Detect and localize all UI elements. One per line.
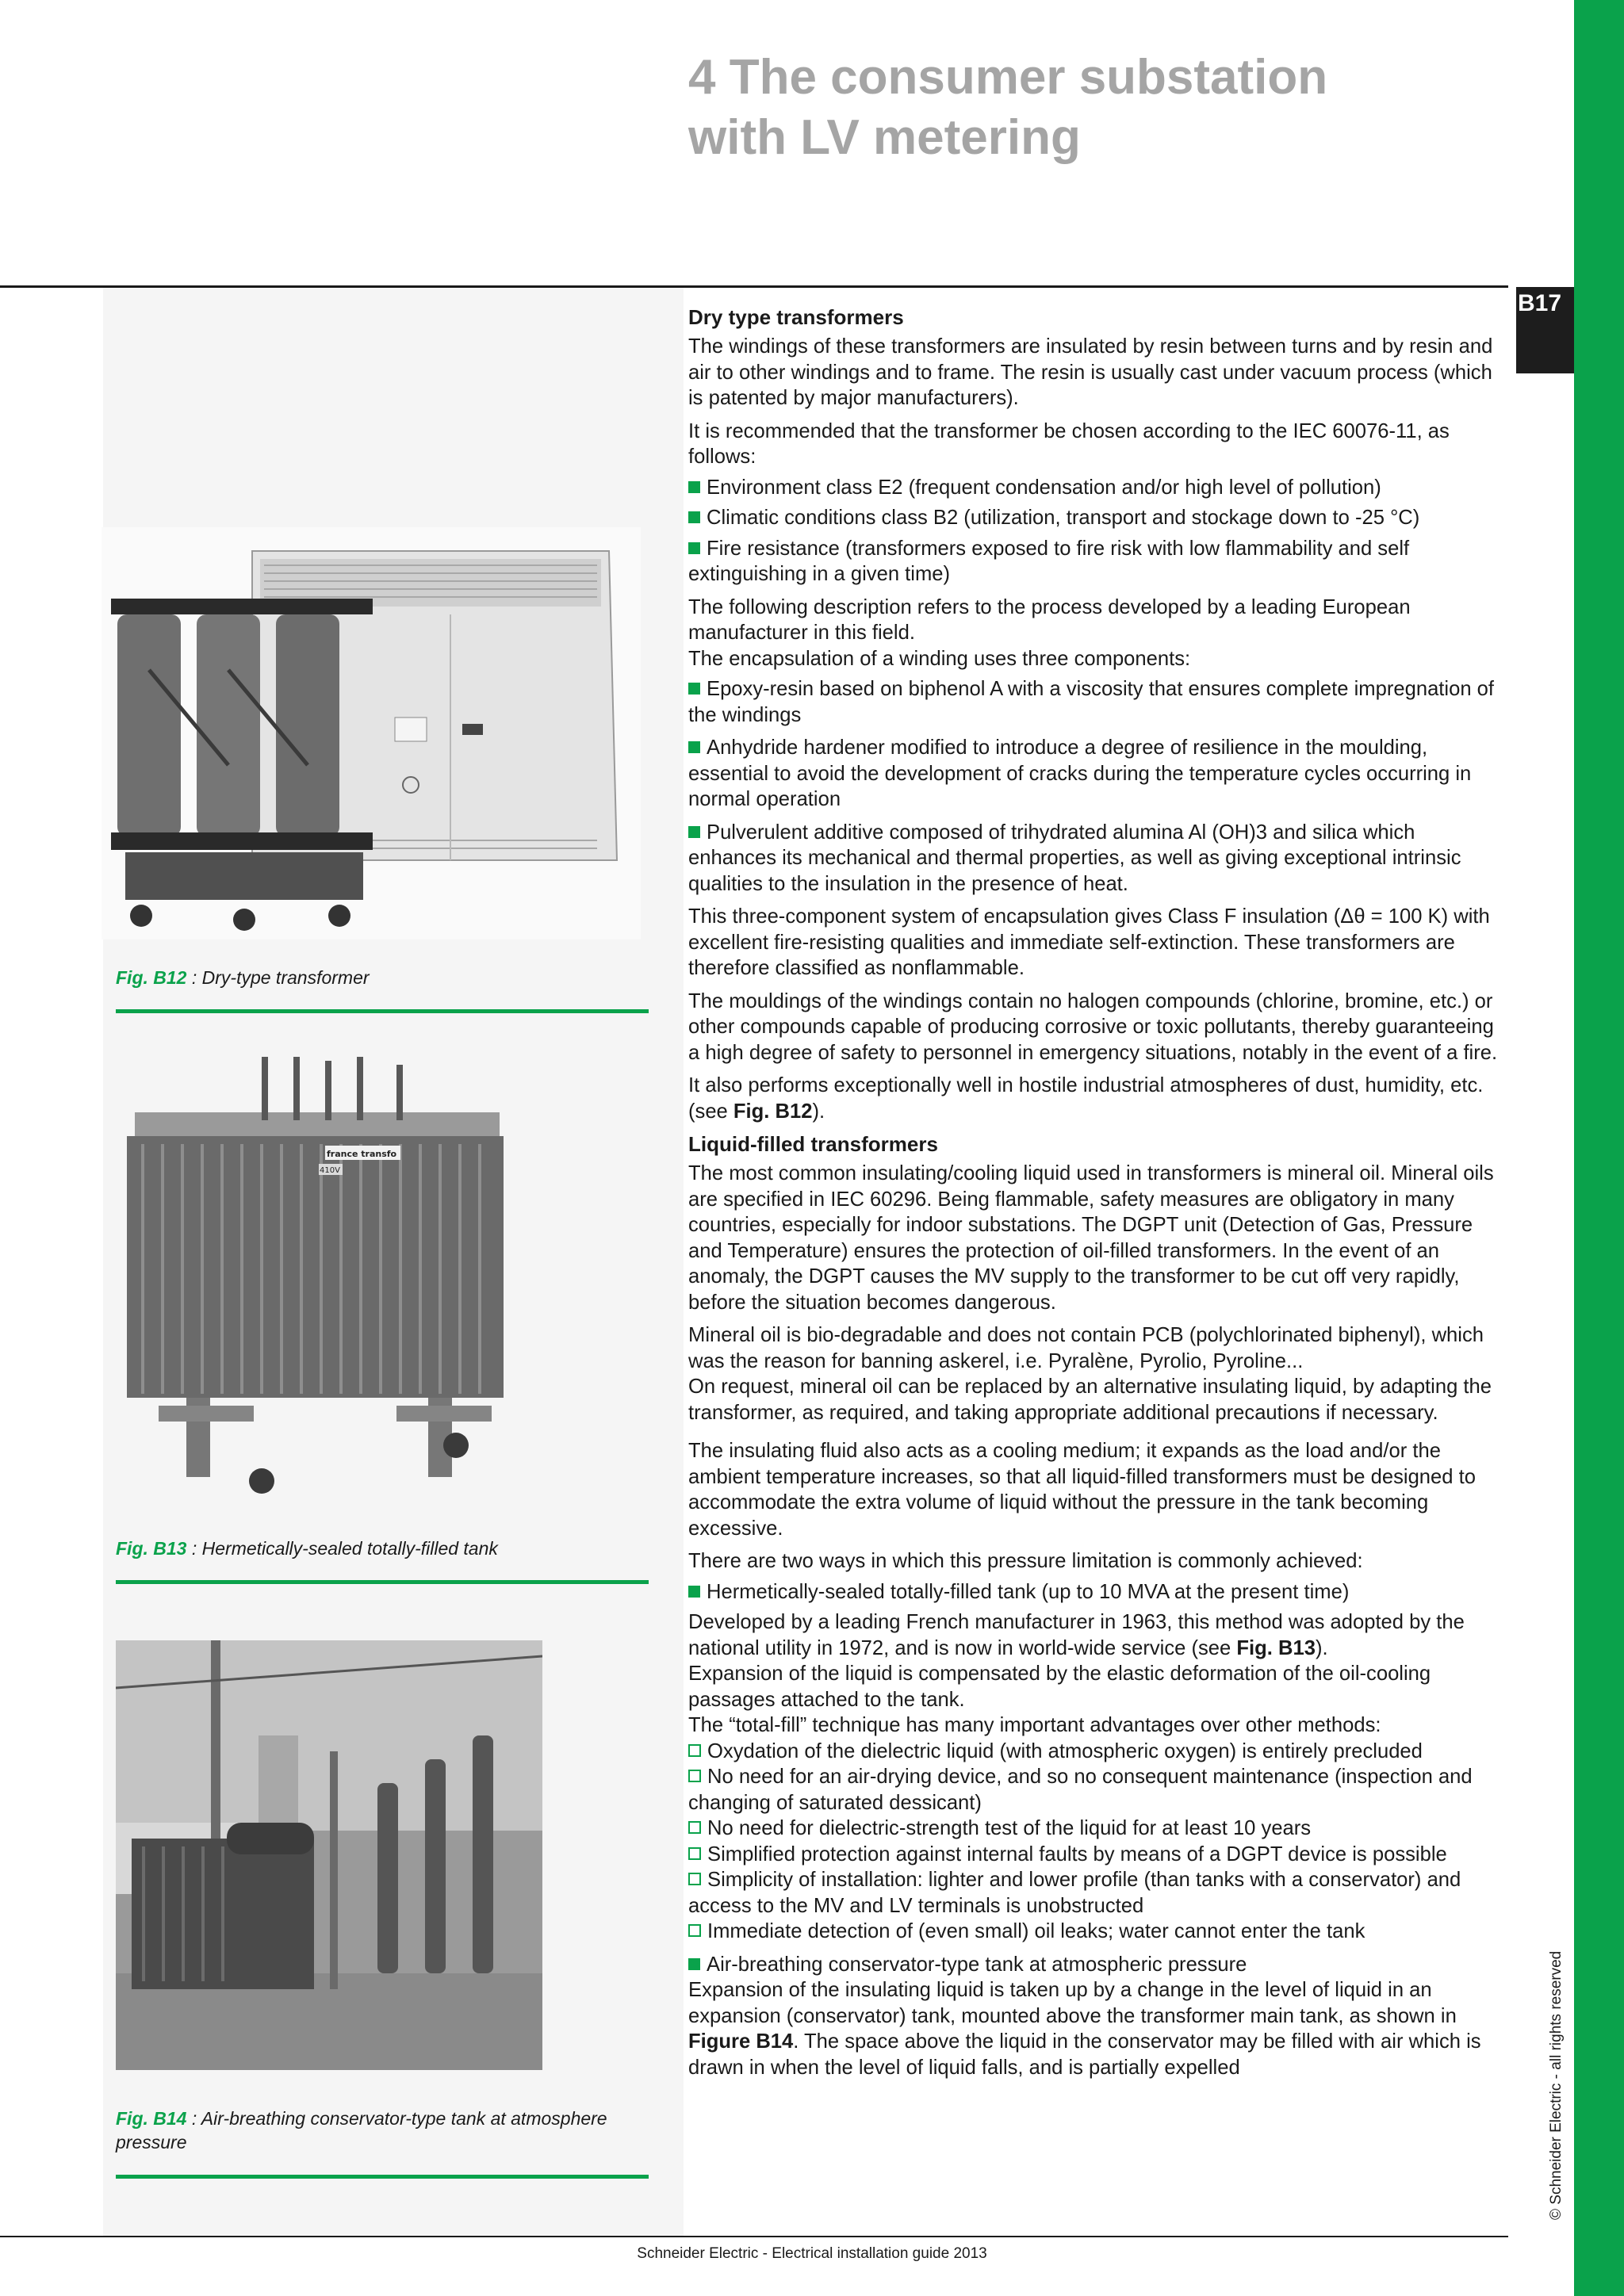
bullet-item: Pulverulent additive composed of trihydrated alumina Al (OH)3 and silica which enhances its mechanical and thermal properties, as well as giving exceptional intrinsic qualities to the insulation in the presence of heat. xyxy=(688,820,1505,897)
sub-bullet-item: No need for dielectric-strength test of the liquid for at least 10 years xyxy=(688,1816,1505,1842)
bullet-item: Anhydride hardener modified to introduce a degree of resilience in the moulding, essential to avoid the development of cracks during the temperature cycles occurring in normal operation xyxy=(688,735,1505,813)
paragraph: The insulating fluid also acts as a cooling medium; it expands as the load and/or the ambient temperature increases, so that all liquid-filled transformers must be designed to accommodate the extra volume of liquid without the pressure in the tank becoming excessive. xyxy=(688,1440,1476,1540)
paragraph: Mineral oil is bio-degradable and does not contain PCB (polychlorinated biphenyl), which was the reason for banning askerel, i.e. Pyralène, Pyrolio, Pyroline... xyxy=(688,1324,1484,1372)
figure-separator xyxy=(116,1580,649,1584)
text-run: . The space above the liquid in the conservator may be filled with air which is drawn in when the level of liquid falls, and is partially expelled xyxy=(688,2030,1481,2079)
paragraph: This three-component system of encapsulation gives Class F insulation (Δθ = 100 K) with excellent fire-resisting qualities and immediate self-extinction. These transformers are therefore classified as nonflammable. xyxy=(688,905,1490,979)
paragraph: The following description refers to the process developed by a leading European manufacturer in this field. xyxy=(688,595,1411,644)
chapter-title-line1: 4 The consumer substation xyxy=(688,50,1328,105)
figure-number: Fig. B14 xyxy=(116,2108,187,2129)
brand-plate-label: france transfo xyxy=(327,1149,397,1159)
sub-bullet-item: Simplified protection against internal faults by means of a DGPT device is possible xyxy=(688,1842,1505,1868)
bullet-item: Air-breathing conservator-type tank at atmospheric pressure xyxy=(688,1952,1505,1978)
sub-bullet-item: Simplicity of installation: lighter and lower profile (than tanks with a conservator) and access to the MV and LV terminals is unobstructed xyxy=(688,1867,1505,1919)
paragraph xyxy=(688,1073,1505,1124)
sub-bullet-item: Oxydation of the dielectric liquid (with atmospheric oxygen) is entirely precluded xyxy=(688,1739,1505,1765)
paragraph: The most common insulating/cooling liquid used in transformers is mineral oil. Mineral oils are specified in IEC 60296. Being flammable, safety measures are obligatory in many countries, especially for indoor substations. The DGPT unit (Detection of Gas, Pressure and Temperature) ensures the protection of oil-filled transformers. In the event of an anomaly, the DGPT causes the MV supply to the transformer to be cut off very rapidly, before the situation becomes dangerous. xyxy=(688,1162,1494,1314)
figure-caption-text: : Hermetically-sealed totally-filled tank xyxy=(186,1538,498,1559)
bullet-item: Hermetically-sealed totally-filled tank (up to 10 MVA at the present time) xyxy=(688,1579,1505,1605)
paragraph: It is recommended that the transformer be chosen according to the IEC 60076-11, as follows: xyxy=(688,419,1450,468)
figure-caption-text: : Air-breathing conservator-type tank at atmosphere pressure xyxy=(116,2108,607,2152)
paragraph xyxy=(688,1609,1505,1661)
main-text xyxy=(688,304,1505,2080)
figure-b13-caption xyxy=(116,1536,639,1560)
figure-separator xyxy=(116,1009,649,1013)
figure-caption-text: : Dry-type transformer xyxy=(186,967,370,988)
sealed-tank-transformer-image xyxy=(111,1057,555,1501)
dry-type-transformer-image xyxy=(102,527,641,939)
text-run: Developed by a leading French manufacturer in 1963, this method was adopted by the national utility in 1972, and is now in world-wide service (see xyxy=(688,1611,1465,1659)
paragraph: The windings of these transformers are insulated by resin between turns and by resin and air to other windings and to frame. The resin is usually cast under vacuum process (which is patented by major manufacturers). xyxy=(688,335,1493,409)
paragraph: Expansion of the liquid is compensated by the elastic deformation of the oil-cooling passages attached to the tank. xyxy=(688,1663,1431,1711)
figure-number: Fig. B13 xyxy=(116,1538,187,1559)
text-run: Expansion of the insulating liquid is taken up by a change in the level of liquid in an expansion (conservator) tank, mounted above the transformer main tank, as shown in xyxy=(688,1979,1457,2027)
bullet-item: Climatic conditions class B2 (utilization, transport and stockage down to -25 °C) xyxy=(688,505,1505,531)
paragraph: The “total-fill” technique has many important advantages over other methods: xyxy=(688,1714,1381,1736)
sub-bullet-item: Immediate detection of (even small) oil leaks; water cannot enter the tank xyxy=(688,1919,1505,1945)
page-code-badge: B17 xyxy=(1516,287,1574,373)
bullet-item: Environment class E2 (frequent condensation and/or high level of pollution) xyxy=(688,475,1505,501)
figure-reference: Fig. B13 xyxy=(1236,1636,1316,1659)
bullet-item: Fire resistance (transformers exposed to fire risk with low flammability and self extinguishing in a given time) xyxy=(688,536,1505,587)
paragraph xyxy=(688,1977,1505,2080)
bullet-item: Epoxy-resin based on biphenol A with a viscosity that ensures complete impregnation of the windings xyxy=(688,676,1505,728)
text-run: It also performs exceptionally well in hostile industrial atmospheres of dust, humidity, etc. (see xyxy=(688,1074,1484,1123)
figure-number: Fig. B12 xyxy=(116,967,187,988)
figure-reference: Figure B14 xyxy=(688,2030,794,2053)
paragraph: The mouldings of the windings contain no halogen compounds (chlorine, bromine, etc.) or other compounds capable of producing corrosive or toxic pollutants, thereby guaranteeing a high degree of safety to personnel in emergency situations, notably in the event of a fire. xyxy=(688,989,1498,1064)
green-side-strip xyxy=(1574,0,1624,2296)
chapter-title-line2: with LV metering xyxy=(688,110,1081,165)
paragraph: The encapsulation of a winding uses three components: xyxy=(688,647,1191,670)
footer-rule xyxy=(0,2236,1508,2237)
text-run: ). xyxy=(1315,1636,1328,1659)
text-run: ). xyxy=(812,1100,825,1123)
section-heading-dry: Dry type transformers xyxy=(688,305,904,329)
figure-b14-caption xyxy=(116,2107,639,2154)
paragraph: There are two ways in which this pressure limitation is commonly achieved: xyxy=(688,1550,1363,1572)
figure-b12-caption xyxy=(116,966,639,989)
nameplate-voltage-label: 410V xyxy=(320,1166,340,1175)
sub-bullet-item: No need for an air-drying device, and so no consequent maintenance (inspection and changing of saturated dessicant) xyxy=(688,1764,1505,1816)
figure-reference: Fig. B12 xyxy=(733,1100,813,1123)
figure-separator xyxy=(116,2175,649,2179)
chapter-title xyxy=(688,48,1481,168)
conservator-tank-substation-image xyxy=(116,1640,542,2070)
paragraph: On request, mineral oil can be replaced by an alternative insulating liquid, by adapting the transformer, as required, and taking appropriate additional precautions if necessary. xyxy=(688,1376,1492,1424)
copyright-notice: © Schneider Electric - all rights reserved xyxy=(1548,1950,1565,2220)
section-heading-liquid: Liquid-filled transformers xyxy=(688,1132,938,1156)
page-footer: Schneider Electric - Electrical installation guide 2013 xyxy=(637,2245,987,2262)
